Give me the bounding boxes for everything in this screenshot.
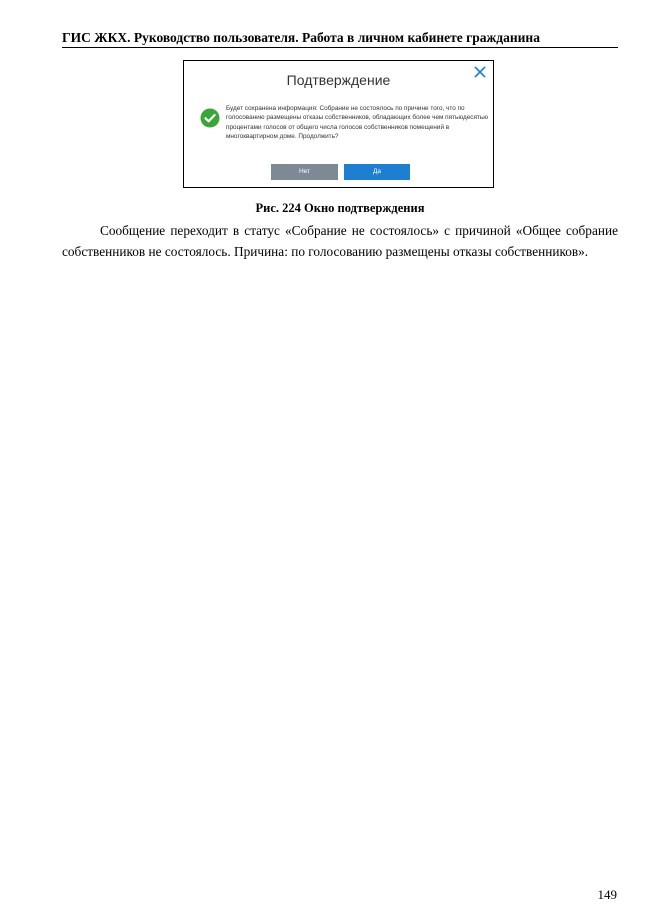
document-header: ГИС ЖКХ. Руководство пользователя. Работа в личном кабинете гражданина — [62, 30, 618, 48]
dialog-title: Подтверждение — [286, 72, 391, 88]
close-icon[interactable] — [473, 65, 487, 79]
page-number: 149 — [597, 887, 617, 902]
yes-button[interactable]: Да — [344, 164, 410, 180]
dialog-message: Будет сохранена информация: Собрание не состоялось по причине того, что по голосованию размещены отказы собственников, обладающих более чем пятьюдесятью процентами голосов от общего числа голосов собственников помещений в многоквартирном доме. Продолжить? — [226, 105, 488, 141]
no-button[interactable]: Нет — [271, 164, 338, 180]
confirmation-dialog — [185, 62, 492, 186]
figure-screenshot — [183, 60, 494, 188]
check-circle-icon — [200, 108, 220, 128]
figure-caption: Рис. 224 Окно подтверждения — [255, 201, 425, 215]
body-paragraph: Сообщение переходит в статус «Собрание не состоялось» с причиной «Общее собрание собственников не состоялось. Причина: по голосованию размещены отказы собственников». — [62, 223, 618, 259]
